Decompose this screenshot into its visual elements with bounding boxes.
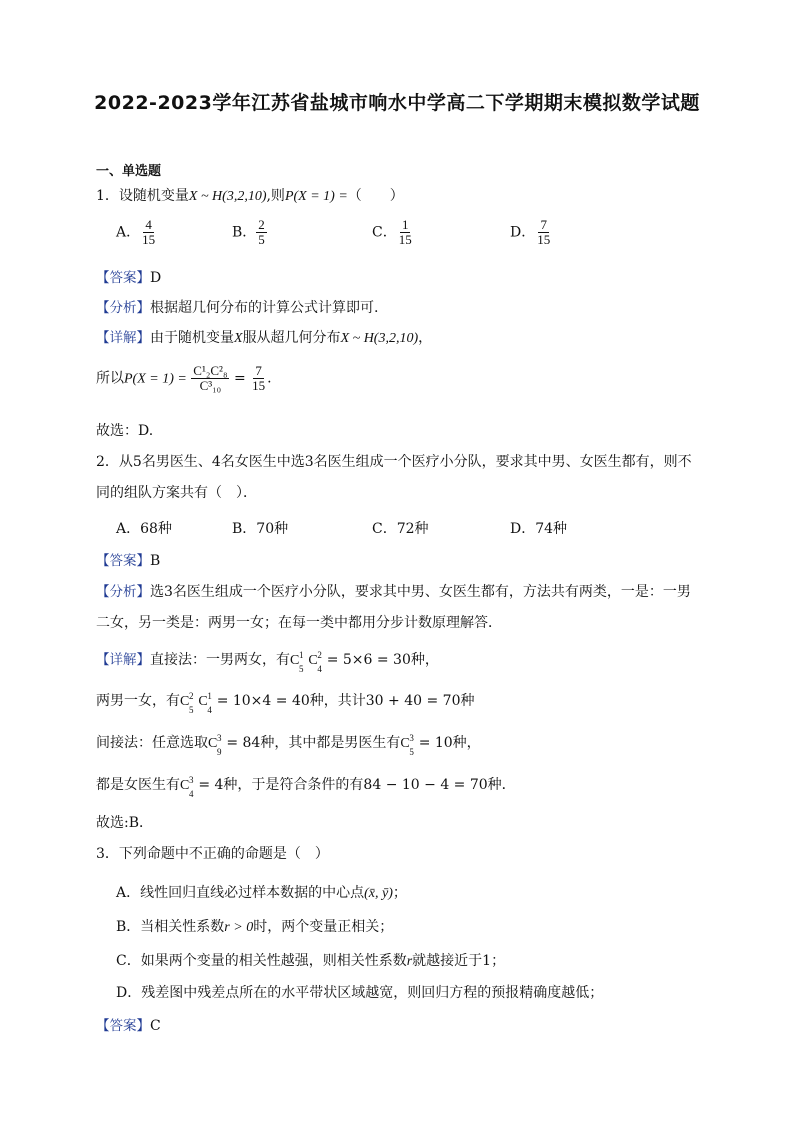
q2-stem-line2: 同的组队方案共有（ ）．	[96, 485, 257, 501]
q2-analysis-line2: 二女，另一类是：两男一女；在每一类中都用分步计数原理解答．	[96, 615, 502, 631]
combo-up: 2	[317, 650, 322, 660]
detail-text: = 10种，	[418, 735, 481, 751]
calc-text: 所以	[96, 370, 124, 387]
frac-num: 2	[258, 217, 265, 232]
option-letter: D．	[510, 224, 536, 241]
combo-down: 4	[189, 789, 194, 799]
combination	[208, 733, 226, 757]
page-title: 2022-2023学年江苏省盐城市响水中学高二下学期期末模拟数学试题	[94, 92, 700, 114]
answer-tag: 【答案】	[96, 553, 150, 569]
analysis-text: 根据超几何分布的计算公式计算即可.	[150, 300, 379, 316]
q1-stem-text: 1．设随机变量	[96, 188, 189, 204]
combo-up: 1	[207, 691, 212, 701]
frac-num: 4	[145, 217, 152, 232]
detail-tag: 【详解】	[96, 652, 150, 668]
detail-text: ，	[418, 330, 433, 346]
combo-down: 9	[217, 747, 222, 757]
calc-numerator: C¹₂C²₈	[193, 363, 228, 378]
detail-text: = 5×6 = 30种，	[326, 652, 439, 668]
combo-down: 5	[189, 705, 194, 715]
answer-value: B	[150, 553, 161, 569]
analysis-tag: 【分析】	[96, 584, 150, 600]
combo-down: 4	[317, 664, 322, 674]
detail-text: 直接法：一男两女，有	[150, 652, 290, 668]
detail-text: = 84种，其中都是男医生有	[226, 735, 401, 751]
q3-option-d: D．残差图中残差点所在的水平带状区域越宽，则回归方程的预报精确度越低；	[116, 985, 604, 1001]
q2-detail-line3	[96, 733, 481, 757]
answer-tag: 【答案】	[96, 270, 150, 286]
q2-option-a: A．68种	[116, 521, 172, 537]
q1-option-c	[372, 218, 414, 247]
q1-conclusion: 故选：D.	[96, 423, 154, 439]
q2-analysis-line1	[96, 582, 691, 602]
option-text: 就越接近于1；	[412, 953, 506, 969]
answer-value: C	[150, 1018, 161, 1034]
option-letter: A．	[116, 224, 141, 241]
q1-stem-paren: （ ）	[347, 188, 404, 204]
q1-option-d	[510, 218, 552, 247]
q2-answer	[96, 551, 160, 571]
q1-stem	[96, 186, 404, 207]
q2-option-b: B．70种	[232, 521, 289, 537]
combo-down: 5	[299, 664, 304, 674]
q2-detail-line2	[96, 691, 475, 715]
calc-denominator: C³₁₀	[199, 378, 222, 393]
combination	[290, 650, 308, 674]
q2-detail-line1	[96, 650, 439, 674]
q2-option-d: D．74种	[510, 521, 568, 537]
combo-up: 3	[409, 733, 414, 743]
q2-option-c: C．72种	[372, 521, 429, 537]
analysis-text: 选3名医生组成一个医疗小分队，要求其中男、女医生都有，方法共有两类，一是：一男	[150, 584, 691, 600]
detail-tag: 【详解】	[96, 330, 150, 346]
q1-detail	[96, 328, 432, 349]
combination	[400, 733, 418, 757]
detail-text: = 4种，于是符合条件的有84 − 10 − 4 = 70种．	[198, 777, 516, 793]
combo-up: 3	[189, 775, 194, 785]
combo-up: 3	[217, 733, 222, 743]
q2-stem-line1: 2．从5名男医生、4名女医生中选3名医生组成一个医疗小分队，要求其中男、女医生都有，则不	[96, 454, 692, 470]
q2-detail-line4	[96, 775, 516, 799]
combination	[198, 691, 216, 715]
detail-math: X	[234, 331, 243, 346]
calc-result-den: 15	[252, 378, 266, 393]
section-heading: 一、单选题	[96, 164, 162, 179]
q1-option-a	[116, 218, 157, 247]
frac-den: 5	[258, 232, 265, 247]
combination	[180, 775, 198, 799]
calc-math: P(X = 1) =	[124, 371, 187, 387]
combo-base: C	[290, 653, 300, 668]
frac-den: 15	[537, 232, 551, 247]
option-text: C．如果两个变量的相关性越强，则相关性系数	[116, 953, 407, 969]
option-math: (x̄, ȳ)	[364, 886, 393, 901]
q2-conclusion: 故选:B．	[96, 815, 154, 831]
option-text: 时，两个变量正相关；	[253, 919, 394, 935]
calc-end: .	[267, 370, 272, 387]
combo-base: C	[208, 736, 218, 751]
q3-option-b	[116, 917, 393, 938]
q3-answer	[96, 1016, 161, 1036]
q1-stem-math: X ~ H(3,2,10)	[188, 189, 267, 204]
detail-text: = 10×4 = 40种，共计30 + 40 = 70种	[216, 693, 475, 709]
q3-option-c	[116, 951, 505, 972]
combo-base: C	[400, 736, 410, 751]
option-text: B．当相关性系数	[116, 919, 225, 935]
answer-value: D	[150, 270, 162, 286]
combo-base: C	[308, 653, 318, 668]
detail-text: 间接法：任意选取	[96, 735, 208, 751]
combo-down: 4	[207, 705, 212, 715]
combo-base: C	[180, 778, 190, 793]
frac-num: 7	[540, 217, 547, 232]
option-text: A．线性回归直线必过样本数据的中心点	[116, 885, 365, 901]
combo-down: 5	[409, 747, 414, 757]
detail-text: 由于随机变量	[150, 330, 234, 346]
answer-tag: 【答案】	[96, 1018, 150, 1034]
frac-den: 15	[142, 232, 156, 247]
analysis-tag: 【分析】	[96, 300, 150, 316]
detail-math: X ~ H(3,2,10)	[340, 331, 419, 346]
option-math: r	[406, 954, 413, 969]
combo-base: C	[198, 694, 208, 709]
q3-option-a	[116, 883, 407, 904]
option-letter: B．	[232, 224, 257, 241]
detail-text: 都是女医生有	[96, 777, 180, 793]
q1-analysis	[96, 298, 378, 318]
calc-equals: =	[233, 370, 246, 387]
q1-answer	[96, 268, 161, 288]
q1-stem-text2: ,则	[266, 188, 285, 204]
q1-stem-math2: P(X = 1) =	[284, 189, 348, 204]
option-text: ；	[392, 885, 407, 901]
frac-den: 15	[398, 232, 412, 247]
option-math: r > 0	[224, 920, 254, 935]
frac-num: 1	[401, 217, 409, 232]
q1-option-b	[232, 218, 267, 247]
q1-calculation	[96, 364, 272, 393]
q3-stem: 3．下列命题中不正确的命题是（ ）	[96, 846, 329, 862]
detail-text: 服从超几何分布	[242, 330, 341, 346]
combination	[308, 650, 326, 674]
combo-up: 1	[299, 650, 304, 660]
calc-result-num: 7	[255, 363, 262, 378]
combination	[180, 691, 198, 715]
option-letter: C．	[372, 224, 397, 241]
combo-base: C	[180, 694, 190, 709]
combo-up: 2	[189, 691, 194, 701]
detail-text: 两男一女，有	[96, 693, 180, 709]
